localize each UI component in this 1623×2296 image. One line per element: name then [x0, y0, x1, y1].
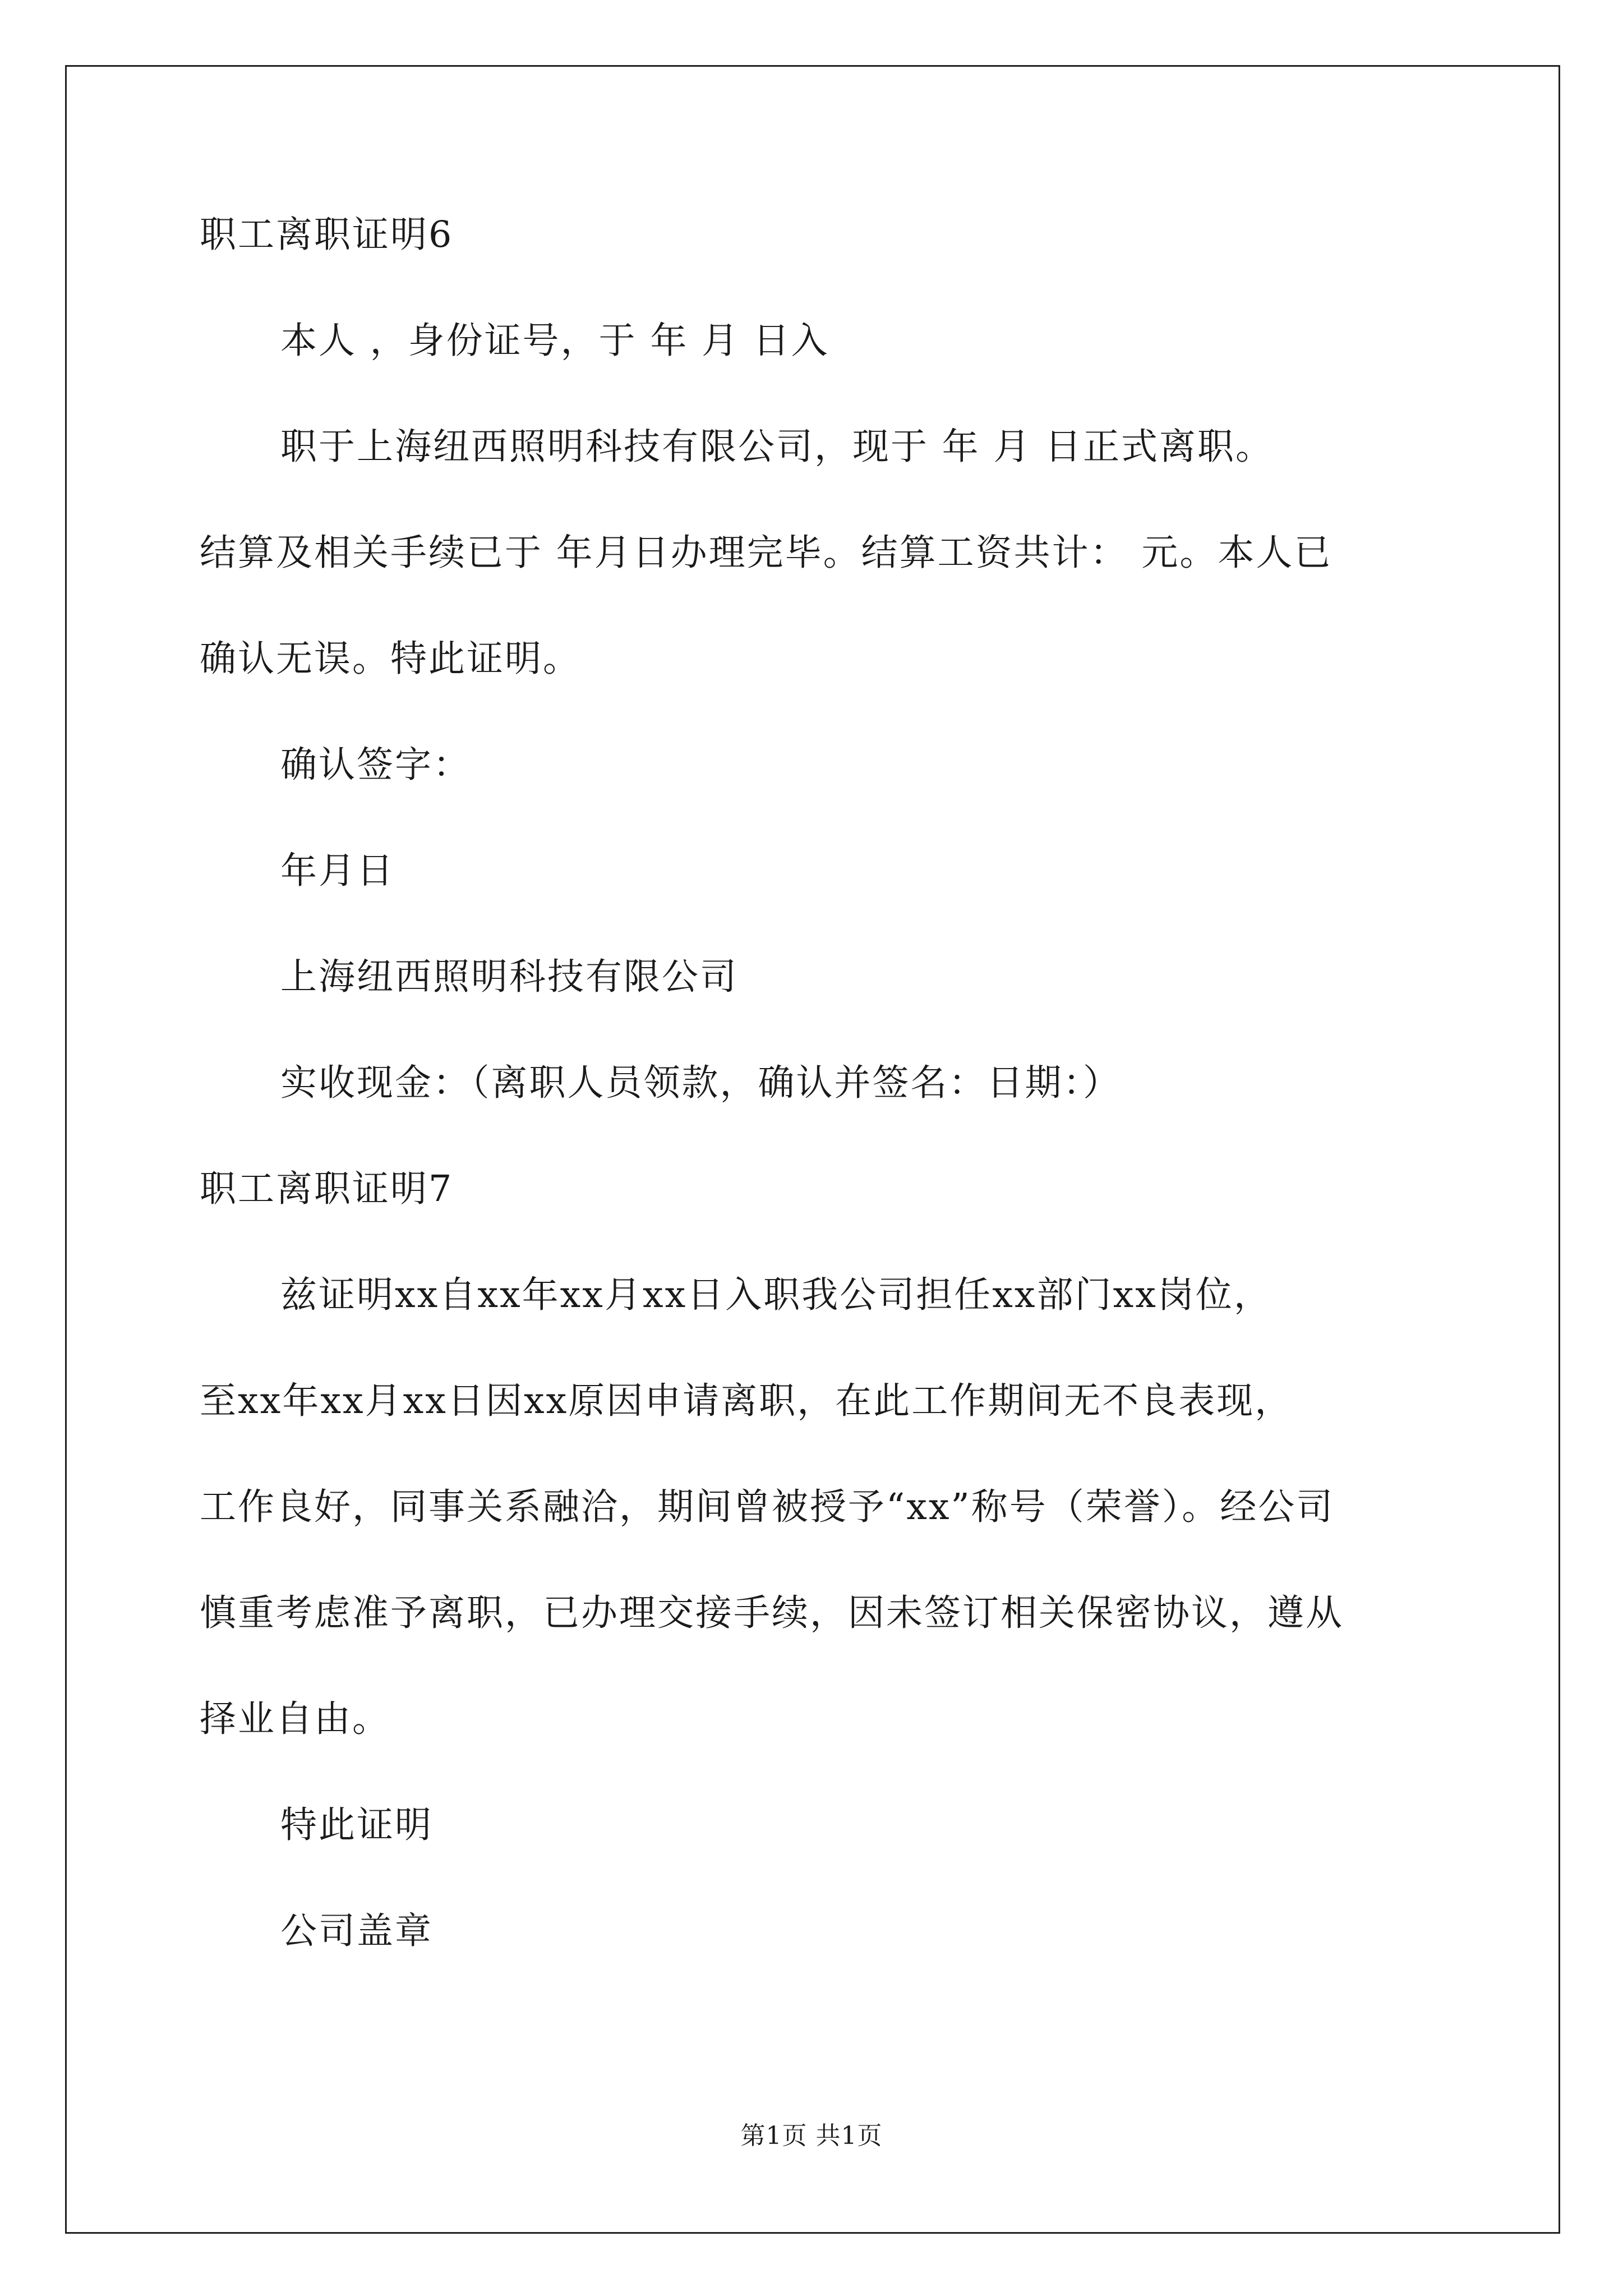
paragraph-line: 本人 ，身份证号，于 年 月 日入 [280, 320, 829, 362]
paragraph-line: 工作良好，同事关系融洽，期间曾被授予“xx”称号（荣誉）。经公司 [200, 1486, 1335, 1528]
paragraph-line: 至xx年xx月xx日因xx原因申请离职，在此工作期间无不良表现， [200, 1380, 1293, 1422]
paragraph-line: 慎重考虑准予离职，已办理交接手续，因未签订相关保密协议，遵从 [200, 1592, 1344, 1634]
certification-label: 特此证明 [280, 1804, 434, 1846]
company-name: 上海纽西照明科技有限公司 [280, 956, 739, 998]
company-seal-label: 公司盖章 [280, 1910, 434, 1952]
paragraph-line: 兹证明xx自xx年xx月xx日入职我公司担任xx部门xx岗位， [280, 1274, 1272, 1316]
paragraph-line: 确认无误。特此证明。 [200, 638, 582, 680]
cash-received-line: 实收现金：（离职人员领款，确认并签名：日期：） [280, 1062, 1122, 1104]
paragraph-line: 职于上海纽西照明科技有限公司，现于 年 月 日正式离职。 [280, 426, 1274, 468]
page-number-footer: 第1页 共1页 [740, 2122, 883, 2150]
signature-label: 确认签字： [280, 744, 472, 786]
paragraph-line: 择业自由。 [200, 1698, 391, 1740]
date-label: 年月日 [280, 850, 395, 892]
section-heading: 职工离职证明7 [200, 1168, 454, 1210]
paragraph-line: 结算及相关手续已于 年月日办理完毕。结算工资共计： 元。本人已 [200, 532, 1332, 574]
document-body [200, 210, 1433, 2012]
section-heading: 职工离职证明6 [200, 214, 454, 256]
